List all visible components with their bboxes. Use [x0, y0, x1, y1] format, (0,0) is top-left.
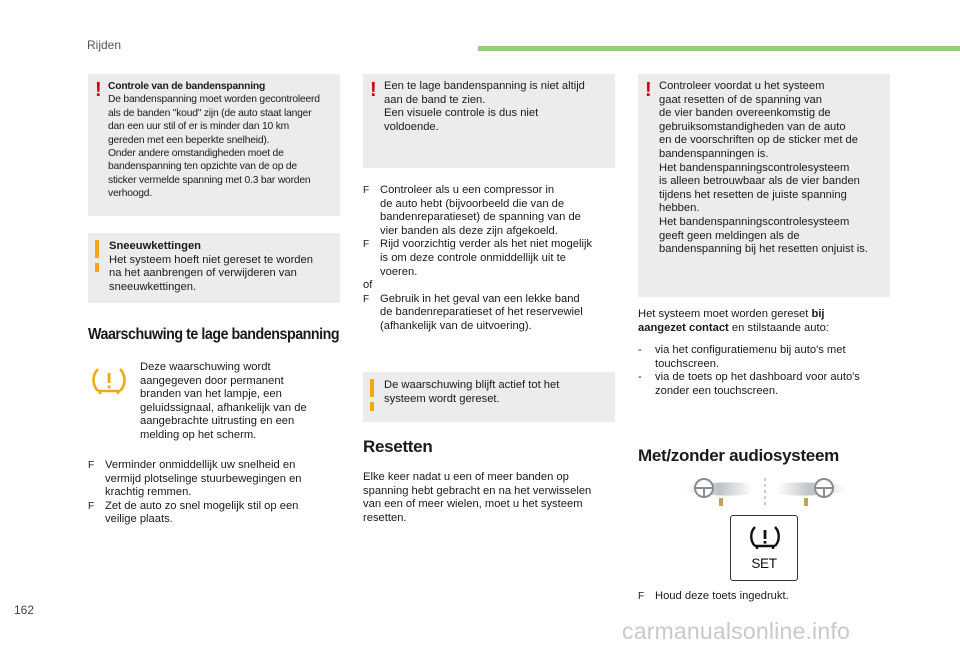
text-line: Houd deze toets ingedrukt.	[655, 590, 789, 602]
section-heading-audio-system: Met/zonder audiosysteem	[638, 446, 839, 465]
emphasis: aangezet contact	[638, 321, 729, 334]
note-line: voldoende.	[384, 120, 439, 133]
page-number: 162	[14, 603, 35, 617]
note-line: Het bandenspanningscontrolesysteem	[659, 161, 850, 174]
text-line: resetten.	[363, 511, 407, 524]
note-line: sneeuwkettingen.	[109, 280, 197, 293]
note-line: Controleer voordat u het systeem	[659, 80, 825, 92]
note-box-tyre-pressure-check	[88, 74, 340, 216]
text-line: aangegeven door permanent	[140, 374, 284, 387]
text-line: de auto hebt (bijvoorbeeld die van de	[380, 197, 565, 210]
note-line: hebben.	[659, 202, 700, 215]
note-box-title: Sneeuwkettingen	[109, 240, 202, 252]
text-line: voeren.	[380, 265, 418, 278]
section-heading-low-pressure-warning: Waarschuwing te lage bandenspanning	[88, 326, 340, 343]
text-line: zonder een touchscreen.	[655, 384, 779, 397]
info-bar-icon	[95, 263, 99, 272]
text-line: Verminder onmiddellijk uw snelheid en	[105, 459, 296, 471]
reset-conditions	[638, 308, 893, 335]
note-box-content	[108, 80, 338, 201]
dashboard-location-illustration	[683, 474, 847, 510]
note-line: bandenspanning bij het resetten onjuist is.	[659, 243, 868, 256]
bullet-arrow-icon: F	[363, 185, 370, 196]
note-line: De bandenspanning moet worden gecontroleerd	[108, 94, 320, 106]
text-line: spanning hebt gebracht en na het verwisselen	[363, 484, 592, 497]
note-line: Het systeem hoeft niet gereset te worden	[109, 253, 313, 266]
note-line: als de banden "koud" zijn (de auto staat langer	[108, 107, 312, 119]
info-bar-icon	[370, 402, 374, 411]
text-line: Controleer als u een compressor in	[380, 184, 555, 196]
text-line: via het configuratiemenu bij auto's met	[655, 344, 846, 356]
check-list	[363, 184, 615, 334]
list-item	[363, 293, 615, 334]
note-line: Onder andere omstandigheden moet de	[108, 148, 284, 160]
note-line: gaat resetten of de spanning van	[659, 93, 822, 106]
note-line: verhoogd.	[108, 188, 152, 200]
note-line: De waarschuwing blijft actief tot het	[384, 379, 560, 391]
text-line: branden van het lampje, een	[140, 388, 282, 401]
list-item	[363, 238, 615, 279]
or-separator: of	[363, 279, 373, 292]
text-line: Het systeem moet worden gereset	[638, 308, 812, 320]
warning-exclamation-icon: !	[645, 79, 652, 101]
note-line: en de voorschriften op de sticker met de	[659, 134, 858, 147]
site-watermark: carmanualsonline.info	[622, 618, 850, 644]
text-line: en stilstaande auto:	[728, 321, 829, 334]
note-line: aan de band te zien.	[384, 93, 486, 106]
tyre-pressure-symbol-icon	[749, 525, 781, 551]
tyre-pressure-warning-lamp-icon	[91, 366, 127, 396]
text-line: Rijd voorzichtig verder als het niet mogelijk	[380, 238, 593, 251]
note-box-warning-active	[363, 372, 615, 422]
info-bar-icon	[370, 379, 374, 397]
text-line: Gebruik in het geval van een lekke band	[380, 292, 580, 305]
list-item	[638, 344, 893, 371]
note-line: na het aanbrengen of verwijderen van	[109, 267, 297, 280]
bullet-arrow-icon: F	[363, 239, 370, 251]
action-list	[88, 459, 340, 527]
bullet-arrow-icon: F	[88, 500, 95, 512]
list-item	[88, 500, 340, 527]
text-line: vermijd plotselinge stuurbewegingen en	[105, 472, 302, 485]
list-item	[88, 459, 340, 500]
note-box-title: Controle van de bandenspanning	[108, 81, 266, 92]
text-line: de bandenreparatieset of het reservewiel	[380, 306, 583, 319]
text-line: via de toets op het dashboard voor auto's	[655, 371, 860, 384]
bullet-arrow-icon: F	[363, 293, 370, 305]
text-line: melding op het scherm.	[140, 428, 257, 441]
text-line: vier banden als deze zijn afgekoeld.	[380, 224, 558, 237]
bullet-arrow-icon: F	[638, 591, 645, 602]
dash-mark: -	[638, 371, 642, 384]
note-line: dan een uur stil of er is minder dan 10 km	[108, 121, 290, 133]
warning-exclamation-icon: !	[370, 79, 377, 101]
note-line: gereden met een beperkte snelheid).	[108, 134, 270, 146]
info-bar-icon	[95, 240, 99, 258]
text-line: veilige plaats.	[105, 513, 173, 526]
header-accent-bar	[478, 46, 960, 51]
list-item	[638, 371, 893, 398]
note-box-content	[384, 379, 612, 406]
text-line: touchscreen.	[655, 357, 720, 370]
note-box-before-reset	[638, 74, 890, 297]
note-line: tijdens het resetten de juiste spanning	[659, 188, 847, 201]
note-line: Het bandenspanningscontrolesysteem	[659, 215, 850, 228]
final-instruction	[638, 590, 893, 604]
note-line: systeem wordt gereset.	[384, 392, 500, 405]
text-line: Deze waarschuwing wordt	[140, 361, 271, 373]
note-line: Een visuele controle is dus niet	[384, 107, 539, 120]
note-line: bandenspanningen is.	[659, 147, 769, 160]
list-item	[363, 184, 615, 238]
warning-exclamation-icon: !	[95, 79, 102, 101]
note-line: de vier banden overeenkomstig de	[659, 107, 831, 120]
bullet-arrow-icon: F	[88, 460, 95, 471]
text-line: Zet de auto zo snel mogelijk stil op een	[105, 499, 299, 512]
list-item	[638, 590, 893, 604]
reset-methods-list	[638, 344, 893, 398]
text-line: (afhankelijk van de uitvoering).	[380, 319, 532, 332]
text-line: is om deze controle onmiddellijk uit te	[380, 251, 566, 264]
dash-mark: -	[638, 344, 642, 356]
note-line: geeft geen meldingen als de	[659, 229, 800, 242]
text-line: aangebrachte uitrusting en een	[140, 415, 295, 428]
reset-description	[363, 471, 618, 525]
text-line: van een of meer wielen, moet u het systeem	[363, 498, 583, 511]
note-box-content	[384, 80, 612, 134]
section-title: Rijden	[87, 38, 122, 52]
note-line: Een te lage bandenspanning is niet altijd	[384, 80, 585, 92]
tyre-pressure-reset-set-button[interactable]	[730, 515, 798, 581]
note-box-content	[659, 80, 889, 257]
warning-description	[140, 361, 340, 443]
text-line: krachtig remmen.	[105, 486, 192, 499]
emphasis: bij	[811, 308, 825, 320]
section-heading-reset: Resetten	[363, 437, 433, 456]
note-box-content	[109, 240, 337, 294]
note-box-visual-check	[363, 74, 615, 168]
note-box-snow-chains	[88, 233, 340, 303]
text-line: geluidssignaal, afhankelijk van de	[140, 401, 307, 414]
note-line: is alleen betrouwbaar als de vier banden	[659, 175, 860, 188]
note-line: sticker vermelde spanning met 0.3 bar worden	[108, 174, 311, 186]
text-line: bandenreparatieset) de spanning van de	[380, 211, 581, 224]
text-line: Elke keer nadat u een of meer banden op	[363, 471, 569, 483]
note-line: bandenspanning ten opzichte van de op de	[108, 161, 297, 173]
note-line: gebruiksomstandigheden van de auto	[659, 120, 846, 133]
set-button-label: SET	[751, 556, 777, 571]
